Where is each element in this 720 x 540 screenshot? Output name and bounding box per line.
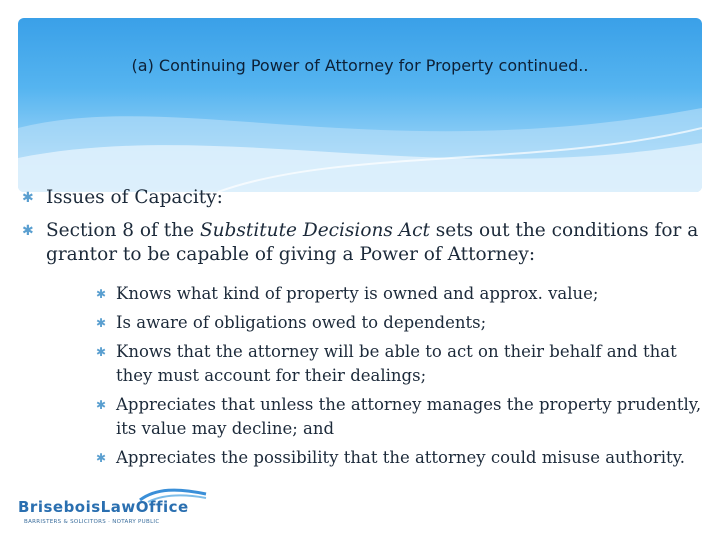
asterisk-bullet-icon: ✱: [22, 223, 34, 239]
asterisk-bullet-icon: ✱: [22, 190, 34, 206]
sub-bullet-text: Knows what kind of property is owned and approx. value;: [116, 284, 599, 303]
sub-bullet-text: Knows that the attorney will be able to act on their behalf and that they must account for their dealings;: [116, 342, 677, 385]
list-item: [96, 311, 708, 335]
list-item: [22, 186, 702, 210]
bullet-text: Issues of Capacity:: [46, 187, 223, 208]
company-logo: [18, 486, 208, 526]
logo-tagline: BARRISTERS & SOLICITORS · NOTARY PUBLIC: [24, 519, 160, 525]
act-name: Substitute Decisions Act: [199, 220, 430, 241]
asterisk-bullet-icon: ✱: [96, 316, 107, 330]
title-banner: [18, 18, 702, 192]
asterisk-bullet-icon: ✱: [96, 287, 107, 301]
asterisk-bullet-icon: ✱: [96, 345, 107, 359]
list-item: [96, 282, 708, 306]
sub-bullet-text: Appreciates that unless the attorney manages the property prudently, its value may decline; and: [116, 395, 702, 438]
bullet-text: sets out the conditions for a grantor to be capable of giving a Power of Attorney:: [46, 220, 699, 265]
list-item: [96, 393, 708, 441]
wave-decoration: [18, 18, 702, 192]
logo-name: BriseboisLawOffice: [18, 498, 189, 516]
sub-bullet-list: [96, 282, 708, 475]
main-bullet-list: [22, 186, 702, 276]
bullet-text: Section 8 of the: [46, 220, 200, 241]
list-item: [22, 219, 702, 267]
slide-title: (a) Continuing Power of Attorney for Property continued..: [131, 56, 589, 75]
asterisk-bullet-icon: ✱: [96, 451, 107, 465]
list-item: [96, 340, 708, 388]
sub-bullet-text: Appreciates the possibility that the attorney could misuse authority.: [116, 448, 686, 467]
asterisk-bullet-icon: ✱: [96, 398, 107, 412]
list-item: [96, 446, 708, 470]
sub-bullet-text: Is aware of obligations owed to dependents;: [116, 313, 487, 332]
